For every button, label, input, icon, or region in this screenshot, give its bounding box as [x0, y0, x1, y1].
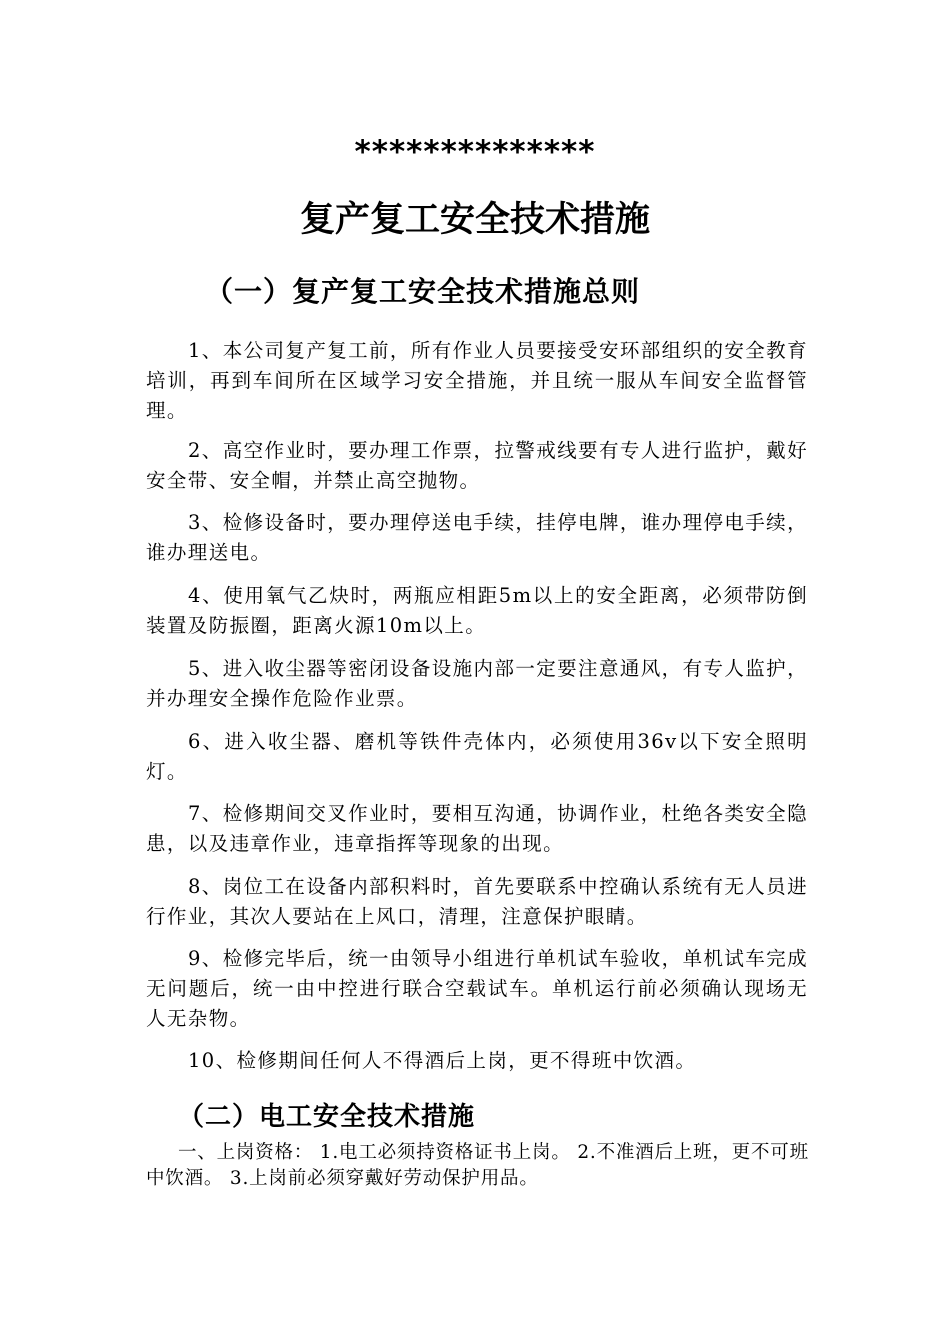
section-2-paragraph: 一、上岗资格： 1.电工必须持资格证书上岗。 2.不准酒后上班，更不可班中饮酒。 3.上岗前必须穿戴好劳动保护用品。 [146, 1142, 809, 1189]
section-1-item-6: 6、进入收尘器、磨机等铁件壳体内，必须使用36v以下安全照明灯。 [146, 730, 808, 783]
section-1-item-4: 4、使用氧气乙炔时，两瓶应相距5m以上的安全距离，必须带防倒装置及防振圈，距离火源10m以上。 [146, 584, 808, 637]
section-1-item-5: 5、进入收尘器等密闭设备设施内部一定要注意通风，有专人监护，并办理安全操作危险作业票。 [146, 657, 808, 710]
document-title: 复产复工安全技术措施 [299, 200, 650, 240]
section-2-heading: （二）电工安全技术措施 [178, 1102, 476, 1132]
section-1-item-3: 3、检修设备时，要办理停送电手续，挂停电牌，谁办理停电手续，谁办理送电。 [146, 511, 808, 564]
section-1-item-7: 7、检修期间交叉作业时，要相互沟通，协调作业，杜绝各类安全隐患，以及违章作业，违章指挥等现象的出现。 [146, 802, 808, 855]
masked-header: ************** [354, 134, 596, 170]
section-1-heading: （一）复产复工安全技术措施总则 [205, 275, 641, 308]
section-1-item-9: 9、检修完毕后，统一由领导小组进行单机试车验收，单机试车完成无问题后，统一由中控进行联合空载试车。单机运行前必须确认现场无人无杂物。 [146, 947, 808, 1030]
section-1-item-10: 10、检修期间任何人不得酒后上岗，更不得班中饮酒。 [188, 1049, 697, 1072]
section-1-item-8: 8、岗位工在设备内部积料时，首先要联系中控确认系统有无人员进行作业，其次人要站在上风口，清理，注意保护眼睛。 [146, 875, 808, 928]
section-1-item-1: 1、本公司复产复工前，所有作业人员要接受安环部组织的安全教育培训，再到车间所在区域学习安全措施，并且统一服从车间安全监督管理。 [146, 339, 808, 422]
section-1-item-2: 2、高空作业时，要办理工作票，拉警戒线要有专人进行监护，戴好安全带、安全帽，并禁止高空抛物。 [146, 439, 808, 492]
